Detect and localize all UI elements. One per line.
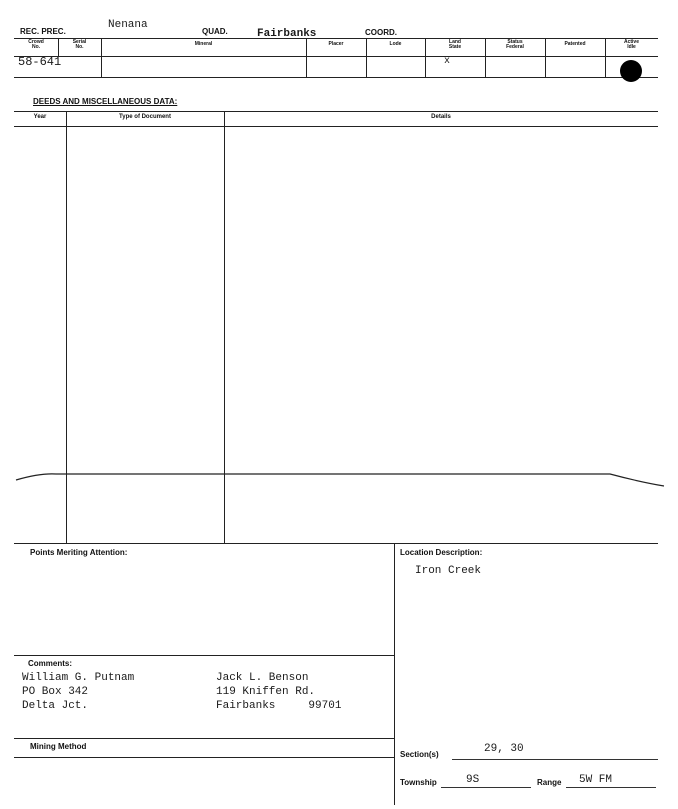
rec-prec-value: Nenana <box>108 19 148 31</box>
township-value: 9S <box>466 774 480 786</box>
points-label: Points Meriting Attention: <box>30 548 128 557</box>
rec-prec-label: REC. PREC. <box>20 27 66 36</box>
range-underline <box>566 787 656 788</box>
col-details: Details <box>431 114 451 120</box>
quad-label: QUAD. <box>202 27 228 36</box>
col-serial-no: Serial No. <box>72 39 87 50</box>
col-status-federal: Status Federal <box>506 39 524 50</box>
col-patented: Patented <box>564 41 586 47</box>
section-rule <box>14 757 394 758</box>
active-mark-dot <box>620 60 642 82</box>
comments-left-address <box>22 671 134 713</box>
header-rule <box>14 77 658 78</box>
page-fold-line <box>0 460 678 500</box>
comment-line: William G. Putnam <box>22 672 135 684</box>
section-rule <box>14 543 658 544</box>
comment-line: 119 Kniffen Rd. <box>216 686 316 698</box>
range-value: 5W FM <box>579 774 613 786</box>
quad-value: Fairbanks <box>257 28 317 40</box>
col-mineral: Mineral <box>194 41 213 47</box>
comment-line: PO Box 342 <box>22 686 89 698</box>
section-label: Section(s) <box>400 750 439 759</box>
mining-method-label: Mining Method <box>30 742 87 751</box>
comment-line: Fairbanks 99701 <box>216 700 342 712</box>
comment-line: Jack L. Benson <box>216 672 309 684</box>
deeds-rule <box>14 126 658 127</box>
deeds-title: DEEDS AND MISCELLANEOUS DATA: <box>33 97 178 106</box>
header-rule <box>14 38 658 39</box>
comments-label: Comments: <box>28 659 73 668</box>
section-rule <box>14 738 394 739</box>
section-divider <box>394 543 395 805</box>
range-label: Range <box>537 778 562 787</box>
col-lode: Lode <box>389 41 402 47</box>
land-state-mark: x <box>444 56 451 67</box>
col-active-idle: Active Idle <box>623 39 639 50</box>
header-rule <box>14 56 658 57</box>
section-underline <box>452 759 658 760</box>
col-placer: Placer <box>328 41 344 47</box>
section-value: 29, 30 <box>484 743 524 755</box>
col-year: Year <box>33 114 47 120</box>
col-land-state: Land State <box>448 39 462 50</box>
comments-right-address <box>216 671 341 713</box>
section-rule <box>14 655 394 656</box>
col-crowd-no: Crowd No. <box>28 39 44 50</box>
serial-value: 58-641 <box>18 55 62 69</box>
col-type-of-document: Type of Document <box>119 114 171 120</box>
township-underline <box>441 787 531 788</box>
location-value: Iron Creek <box>415 565 482 577</box>
location-label: Location Description: <box>400 548 483 557</box>
comment-line: Delta Jct. <box>22 700 89 712</box>
deeds-rule <box>14 111 658 112</box>
coord-label: COORD. <box>365 28 397 37</box>
township-label: Township <box>400 778 437 787</box>
